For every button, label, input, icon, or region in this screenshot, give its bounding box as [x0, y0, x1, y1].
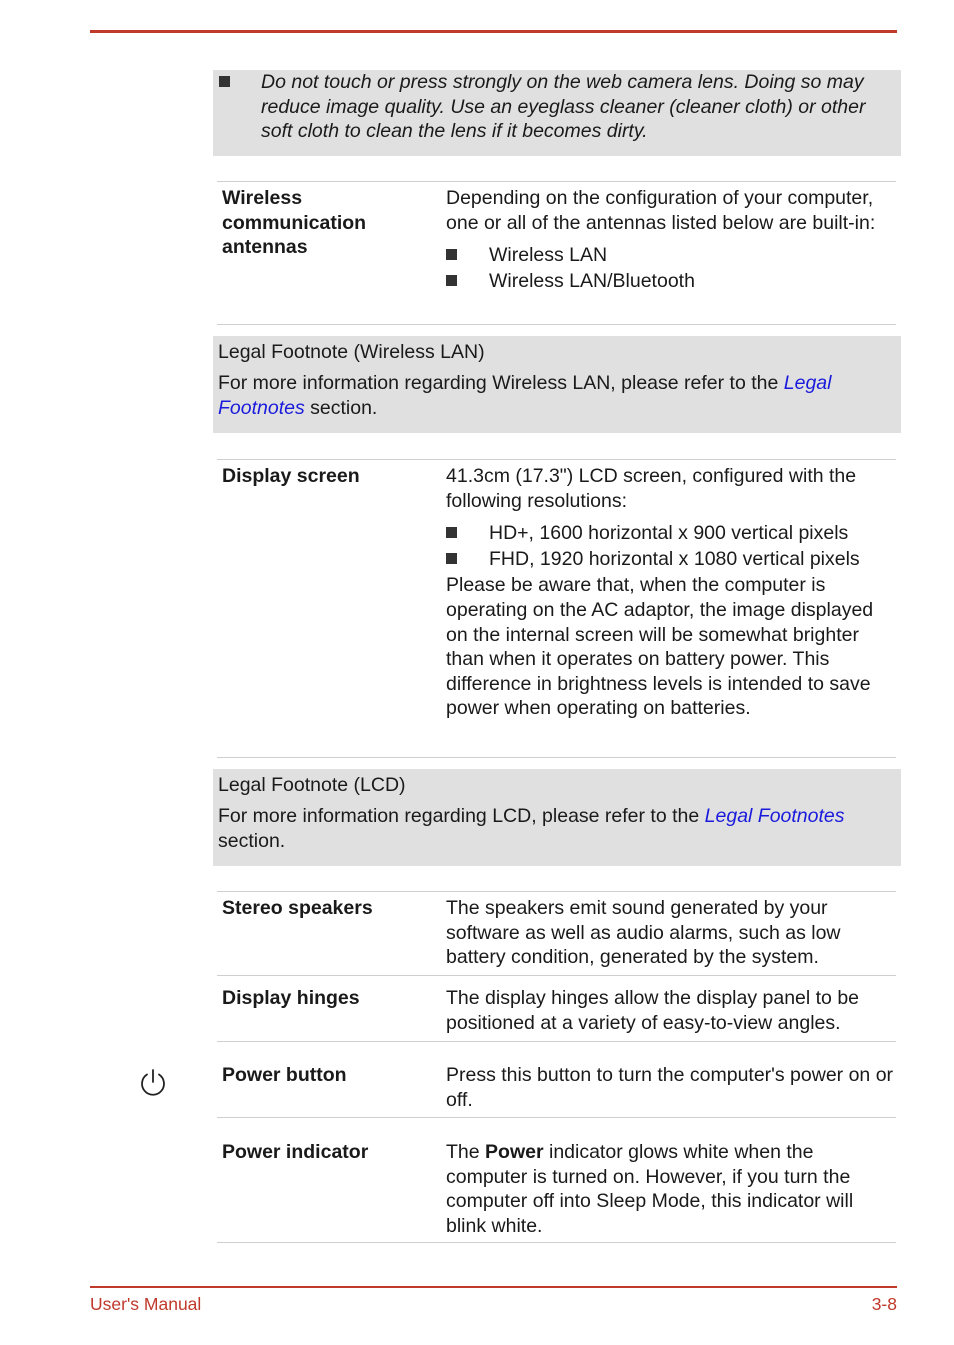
legal-note-title: Legal Footnote (Wireless LAN) — [218, 341, 485, 363]
spec-desc-text: Press this button to turn the computer's power on or off. — [446, 1064, 894, 1111]
antenna-list — [446, 243, 896, 294]
spec-term: Display hinges — [222, 987, 360, 1009]
legal-note-text — [218, 804, 878, 853]
spec-term: Display screen — [222, 465, 360, 487]
spec-row-power-button — [217, 1041, 896, 1118]
list-item: Wireless LAN — [446, 243, 896, 268]
legal-footnotes-link[interactable]: Legal Footnotes — [704, 805, 845, 827]
legal-note-title: Legal Footnote (LCD) — [218, 774, 406, 796]
spec-row-power-indicator — [217, 1117, 896, 1243]
spec-desc-text: The — [446, 1141, 486, 1163]
spec-desc — [446, 1140, 896, 1238]
row-divider — [217, 1242, 896, 1243]
legal-text-before: For more information regarding LCD, please refer to the — [218, 805, 705, 827]
spec-term: Wireless communication antennas — [222, 187, 367, 259]
spec-desc — [446, 186, 896, 295]
legal-note-text — [218, 371, 878, 420]
spec-term: Power indicator — [222, 1141, 369, 1163]
legal-note-lcd — [213, 769, 901, 866]
spec-desc — [446, 464, 896, 721]
spec-row-antennas — [217, 181, 896, 325]
legal-footnotes-link[interactable]: Legal Footnotes — [218, 372, 832, 419]
spec-term: Stereo speakers — [222, 897, 373, 919]
spec-row-hinges — [217, 975, 896, 1042]
resolution-list — [446, 521, 896, 572]
row-divider — [217, 324, 896, 325]
spec-desc-text: Depending on the configuration of your computer, one or all of the antennas listed below are built-in: — [446, 187, 876, 234]
legal-text-after: section. — [304, 396, 378, 419]
spec-desc-text: The speakers emit sound generated by your software as well as audio alarms, such as low battery condition, generated by the system. — [446, 897, 841, 969]
list-item: Wireless LAN/Bluetooth — [446, 269, 896, 294]
spec-row-speakers — [217, 891, 896, 976]
row-divider — [217, 757, 896, 758]
caution-text: Do not touch or press strongly on the web camera lens. Doing so may reduce image quality. Use an eyeglass cleaner (cleaner cloth) or other soft cloth to clean the lens if it becomes dirty. — [261, 71, 866, 143]
spec-term: Power button — [222, 1064, 347, 1086]
spec-row-display — [217, 459, 896, 758]
legal-text-before: For more information regarding Wireless LAN, please refer to the — [218, 372, 784, 394]
legal-text-after: section. — [218, 829, 286, 852]
spec-desc-text: indicator glows white when the computer is turned on. However, if you turn the computer off into Sleep Mode, this indicator will blink white. — [446, 1141, 854, 1237]
power-icon — [138, 1068, 168, 1098]
page-number: 3-8 — [871, 1294, 897, 1314]
header-rule — [90, 30, 897, 33]
footer-manual-title: User's Manual — [90, 1294, 202, 1314]
caution-note — [213, 70, 901, 156]
legal-note-wlan — [213, 336, 901, 433]
footer-rule — [90, 1286, 897, 1288]
spec-desc-text: The display hinges allow the display panel to be positioned at a variety of easy-to-view angles. — [446, 987, 860, 1034]
list-item: HD+, 1600 horizontal x 900 vertical pixels — [446, 521, 896, 546]
spec-desc-bold: Power — [485, 1141, 544, 1163]
spec-desc-note: Please be aware that, when the computer is operating on the AC adaptor, the image displayed on the internal screen will be somewhat brighter than when it operates on battery power. This difference in brightness levels is intended to save power when operating on batteries. — [446, 574, 874, 720]
list-item: FHD, 1920 horizontal x 1080 vertical pixels — [446, 547, 896, 572]
spec-desc-text: 41.3cm (17.3") LCD screen, configured with the following resolutions: — [446, 465, 857, 512]
bullet-square-icon — [219, 76, 230, 87]
